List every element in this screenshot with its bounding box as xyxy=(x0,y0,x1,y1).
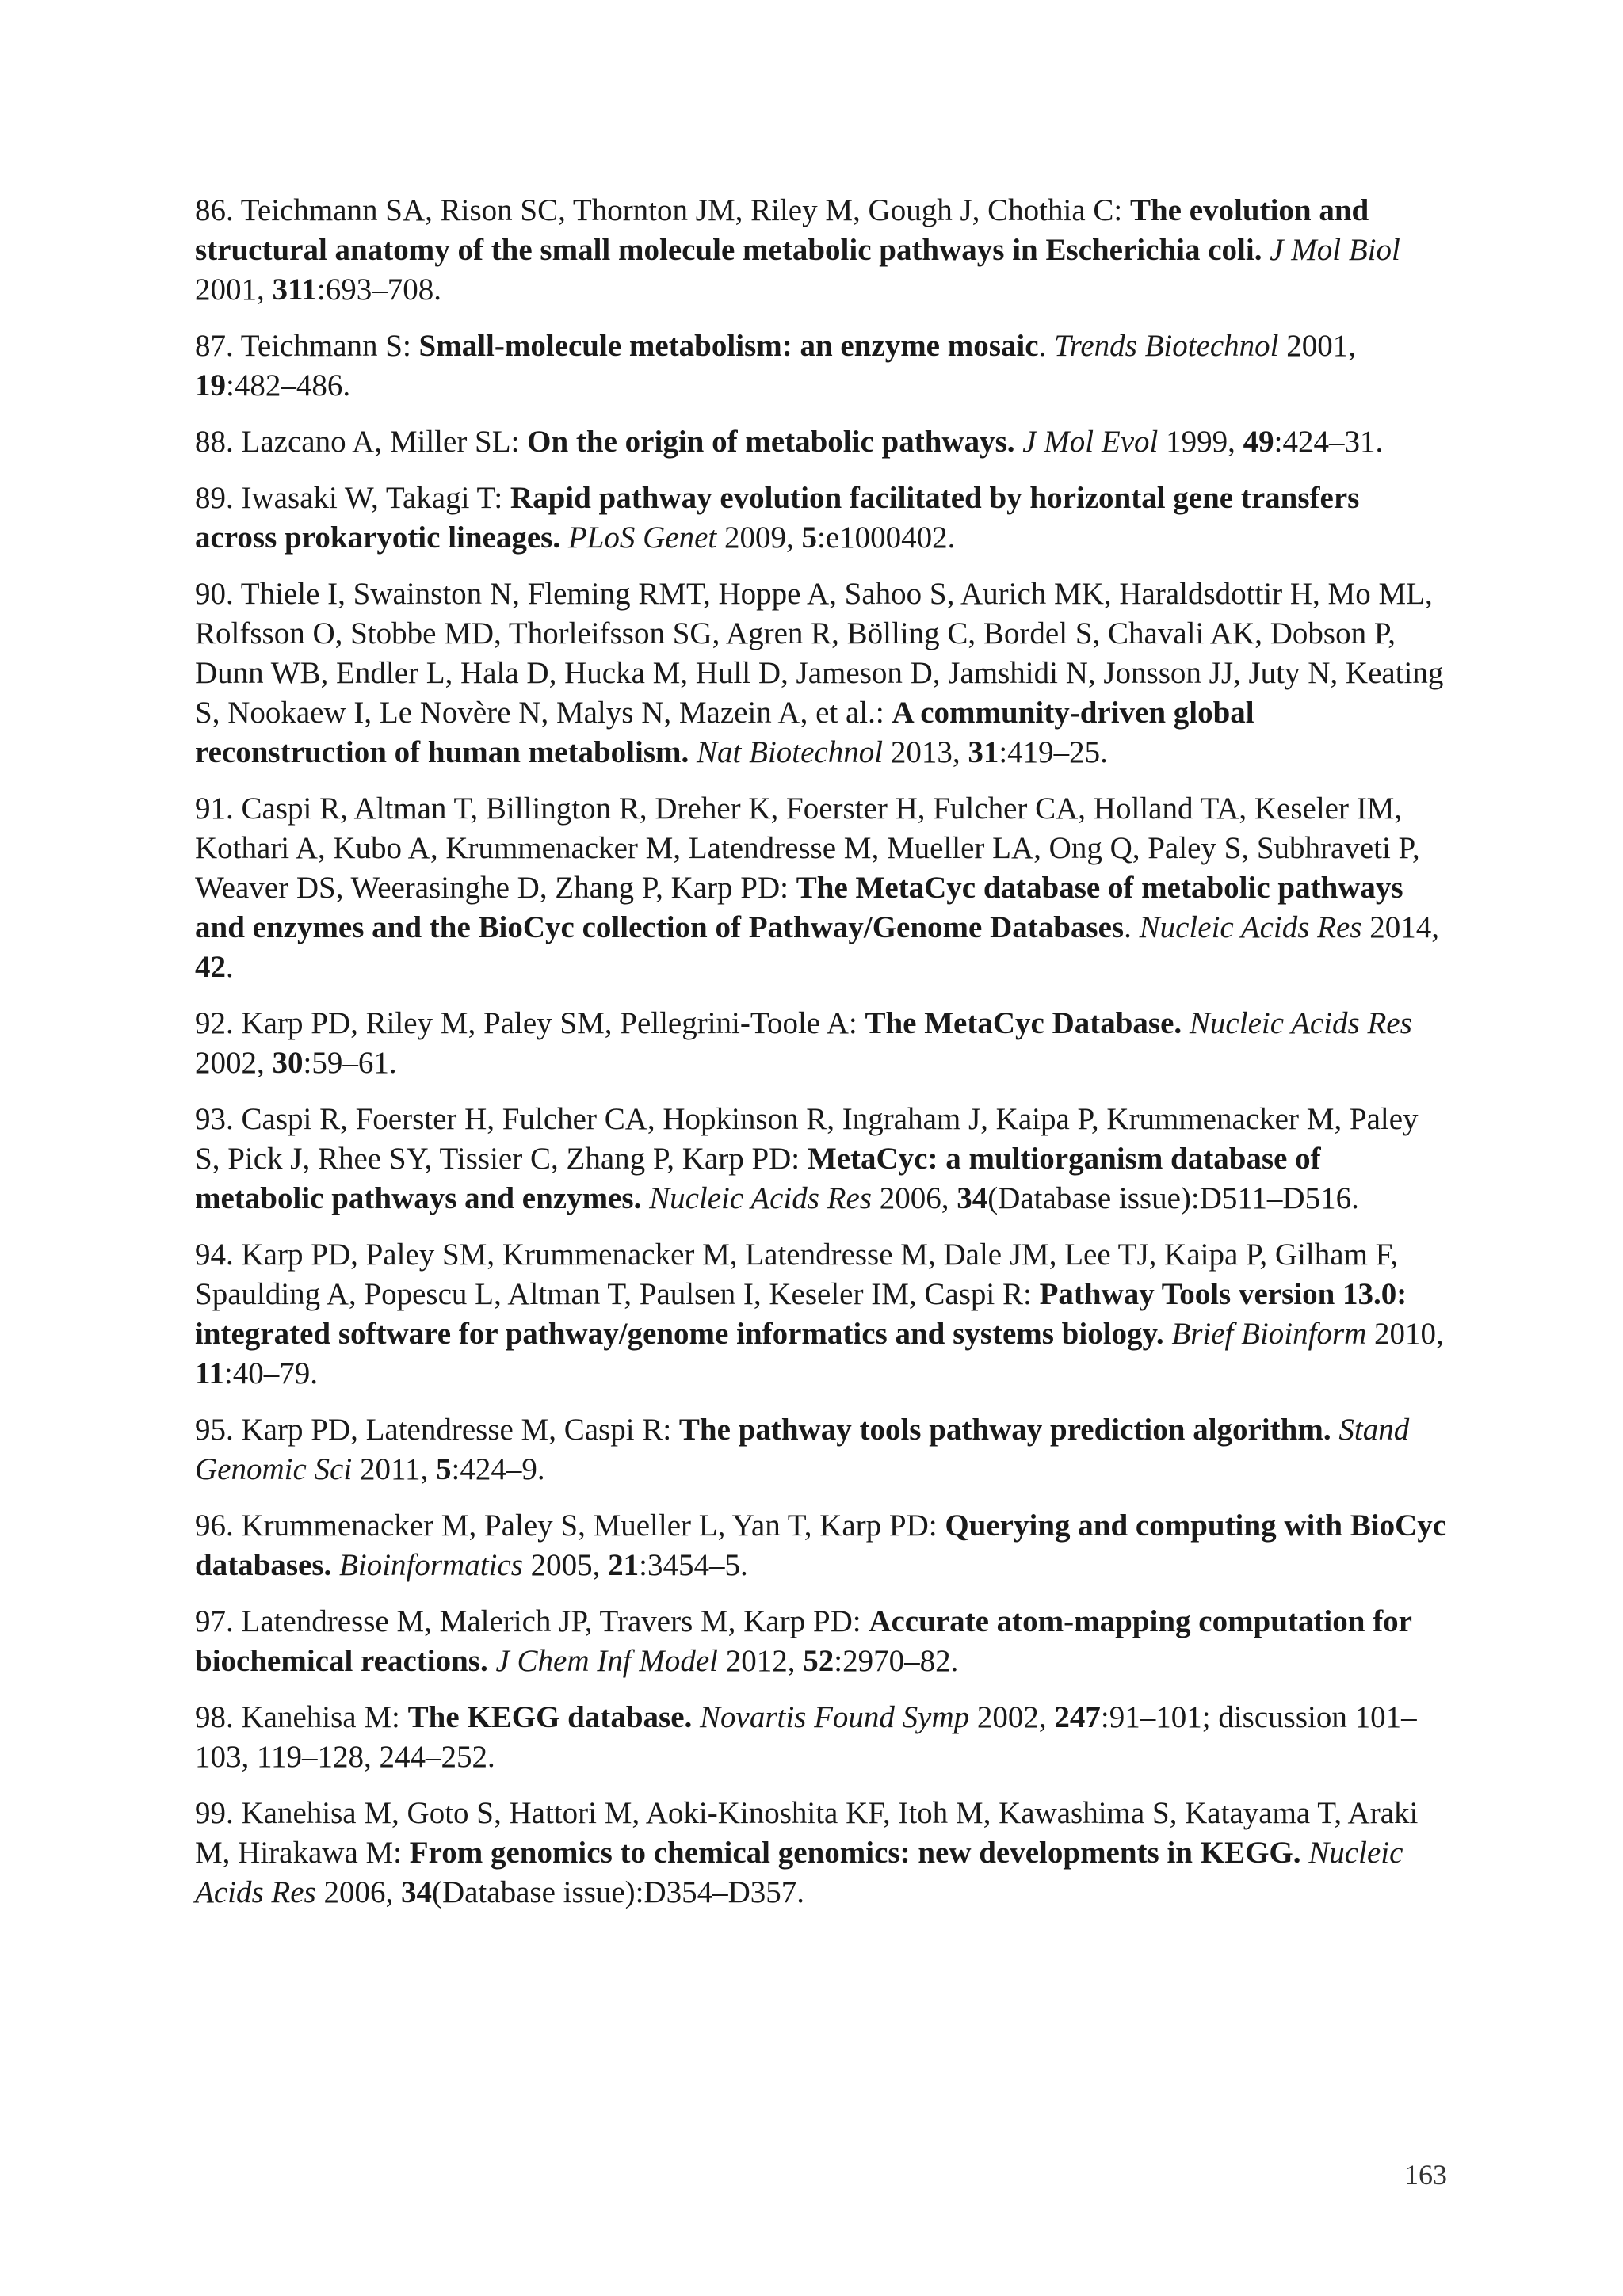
reference-item xyxy=(195,1506,1447,1585)
reference-title: From genomics to chemical genomics: new developments in KEGG. xyxy=(409,1836,1301,1870)
reference-number: 99. xyxy=(195,1796,234,1830)
reference-title: Querying and computing with BioCyc databases. xyxy=(195,1508,1447,1582)
reference-volume: 31 xyxy=(968,735,999,769)
reference-authors: Krummenacker M, Paley S, Mueller L, Yan T, Karp PD: xyxy=(241,1508,938,1543)
reference-pages: :482–486. xyxy=(226,368,351,402)
reference-year: 2002, xyxy=(976,1700,1047,1734)
reference-journal: J Mol Evol xyxy=(1022,425,1159,459)
reference-volume: 34 xyxy=(400,1875,432,1909)
reference-authors: Karp PD, Paley SM, Krummenacker M, Latendresse M, Dale JM, Lee TJ, Kaipa P, Gilham F, Spaulding A, Popescu L, Altman T, Paulsen I, Keseler IM, Caspi R: xyxy=(195,1238,1398,1311)
reference-item xyxy=(195,1794,1447,1913)
reference-item xyxy=(195,191,1447,310)
reference-volume: 5 xyxy=(801,521,817,555)
reference-item xyxy=(195,574,1447,772)
reference-pages: :2970–82. xyxy=(834,1644,959,1678)
reference-pages: :40–79. xyxy=(223,1356,318,1390)
reference-year: 1999, xyxy=(1166,425,1235,459)
reference-journal: J Mol Biol xyxy=(1270,233,1400,267)
reference-number: 94. xyxy=(195,1238,234,1272)
reference-pages: :59–61. xyxy=(303,1046,397,1080)
reference-journal: PLoS Genet xyxy=(567,521,717,555)
reference-title: MetaCyc: a multiorganism database of metabolic pathways and enzymes. xyxy=(195,1142,1321,1215)
reference-pages: :419–25. xyxy=(999,735,1108,769)
reference-number: 87. xyxy=(195,329,234,363)
reference-title: Small-molecule metabolism: an enzyme mosaic xyxy=(418,329,1039,363)
reference-title: The MetaCyc database of metabolic pathways and enzymes and the BioCyc collection of Pathway/Genome Databases xyxy=(195,871,1403,944)
reference-journal: Nucleic Acids Res xyxy=(1189,1006,1412,1040)
reference-journal: Bioinformatics xyxy=(339,1548,523,1582)
reference-pages: . xyxy=(226,950,234,984)
reference-volume: 21 xyxy=(608,1548,640,1582)
reference-volume: 311 xyxy=(272,273,317,307)
reference-number: 97. xyxy=(195,1604,234,1638)
reference-journal: Stand Genomic Sci xyxy=(195,1413,1410,1486)
reference-journal: Nucleic Acids Res xyxy=(1139,910,1362,944)
reference-authors: Caspi R, Altman T, Billington R, Dreher K, Foerster H, Fulcher CA, Holland TA, Keseler IM, Kothari A, Kubo A, Krummenacker M, Latendresse M, Mueller LA, Ong Q, Paley S, Subhraveti P, Weaver DS, Weerasinghe D, Zhang P, Karp PD: xyxy=(195,791,1420,905)
reference-number: 90. xyxy=(195,577,234,611)
reference-number: 89. xyxy=(195,481,234,515)
reference-title: On the origin of metabolic pathways. xyxy=(527,425,1015,459)
reference-volume: 42 xyxy=(195,950,226,984)
reference-authors: Kanehisa M: xyxy=(241,1700,400,1734)
reference-year: 2013, xyxy=(890,735,960,769)
reference-title-punct: . xyxy=(1124,910,1132,944)
reference-item xyxy=(195,1100,1447,1219)
reference-authors: Iwasaki W, Takagi T: xyxy=(241,481,503,515)
reference-number: 98. xyxy=(195,1700,234,1734)
reference-title: The KEGG database. xyxy=(407,1700,693,1734)
reference-volume: 49 xyxy=(1243,425,1274,459)
reference-item xyxy=(195,1410,1447,1489)
reference-pages: :e1000402. xyxy=(817,521,956,555)
reference-volume: 19 xyxy=(195,368,226,402)
reference-journal: J Chem Inf Model xyxy=(495,1644,718,1678)
reference-item xyxy=(195,326,1447,406)
reference-number: 92. xyxy=(195,1006,234,1040)
reference-number: 91. xyxy=(195,791,234,826)
reference-title-punct: . xyxy=(1038,329,1047,363)
reference-journal: Trends Biotechnol xyxy=(1054,329,1279,363)
reference-number: 88. xyxy=(195,425,234,459)
reference-item xyxy=(195,479,1447,558)
reference-title: Accurate atom-mapping computation for biochemical reactions. xyxy=(195,1604,1412,1678)
reference-authors: Teichmann SA, Rison SC, Thornton JM, Riley M, Gough J, Chothia C: xyxy=(240,193,1123,227)
reference-year: 2001, xyxy=(1286,329,1357,363)
reference-item xyxy=(195,1235,1447,1394)
reference-volume: 5 xyxy=(436,1452,452,1486)
reference-title: The evolution and structural anatomy of the small molecule metabolic pathways in Escherichia coli. xyxy=(195,193,1369,267)
reference-number: 96. xyxy=(195,1508,234,1543)
reference-year: 2002, xyxy=(195,1046,265,1080)
reference-item xyxy=(195,1004,1447,1083)
reference-item xyxy=(195,1602,1447,1681)
reference-journal: Nucleic Acids Res xyxy=(649,1181,872,1215)
reference-title: Rapid pathway evolution facilitated by horizontal gene transfers across prokaryotic lineages. xyxy=(195,481,1360,555)
reference-pages: :693–708. xyxy=(316,273,441,307)
reference-title: Pathway Tools version 13.0: integrated software for pathway/genome informatics and systems biology. xyxy=(195,1277,1407,1351)
reference-list xyxy=(195,191,1447,1929)
reference-authors: Caspi R, Foerster H, Fulcher CA, Hopkinson R, Ingraham J, Kaipa P, Krummenacker M, Paley S, Pick J, Rhee SY, Tissier C, Zhang P, Karp PD: xyxy=(195,1102,1419,1176)
reference-year: 2006, xyxy=(879,1181,949,1215)
reference-authors: Latendresse M, Malerich JP, Travers M, Karp PD: xyxy=(241,1604,861,1638)
reference-year: 2011, xyxy=(359,1452,429,1486)
reference-pages: :424–31. xyxy=(1274,425,1384,459)
reference-authors: Thiele I, Swainston N, Fleming RMT, Hoppe A, Sahoo S, Aurich MK, Haraldsdottir H, Mo ML, Rolfsson O, Stobbe MD, Thorleifsson SG, Agren R, Bölling C, Bordel S, Chavali AK, Dobson P, Dunn WB, Endler L, Hala D, Hucka M, Hull D, Jameson D, Jamshidi N, Jonsson JJ, Juty N, Keating S, Nookaew I, Le Novère N, Malys N, Mazein A, et al.: xyxy=(195,577,1444,730)
reference-pages: (Database issue):D511–D516. xyxy=(987,1181,1359,1215)
reference-title: The MetaCyc Database. xyxy=(865,1006,1182,1040)
reference-number: 86. xyxy=(195,193,234,227)
reference-item xyxy=(195,789,1447,987)
reference-year: 2001, xyxy=(195,273,265,307)
reference-authors: Karp PD, Latendresse M, Caspi R: xyxy=(241,1413,672,1447)
reference-number: 93. xyxy=(195,1102,234,1136)
reference-journal: Novartis Found Symp xyxy=(700,1700,970,1734)
page-number: 163 xyxy=(1404,2159,1447,2191)
reference-pages: (Database issue):D354–D357. xyxy=(431,1875,805,1909)
reference-year: 2009, xyxy=(724,521,794,555)
reference-volume: 247 xyxy=(1054,1700,1101,1734)
reference-authors: Teichmann S: xyxy=(240,329,411,363)
reference-volume: 34 xyxy=(957,1181,988,1215)
reference-pages: :91–101; discussion 101–103, 119–128, 244–252. xyxy=(195,1700,1417,1774)
reference-journal: Nat Biotechnol xyxy=(697,735,884,769)
reference-journal: Brief Bioinform xyxy=(1171,1317,1367,1351)
reference-item xyxy=(195,422,1447,462)
reference-item xyxy=(195,1698,1447,1777)
reference-year: 2014, xyxy=(1369,910,1439,944)
reference-volume: 30 xyxy=(272,1046,304,1080)
reference-authors: Karp PD, Riley M, Paley SM, Pellegrini-Toole A: xyxy=(241,1006,857,1040)
reference-authors: Kanehisa M, Goto S, Hattori M, Aoki-Kinoshita KF, Itoh M, Kawashima S, Katayama T, Araki M, Hirakawa M: xyxy=(195,1796,1419,1870)
reference-year: 2006, xyxy=(323,1875,394,1909)
reference-title: The pathway tools pathway prediction algorithm. xyxy=(678,1413,1331,1447)
reference-year: 2012, xyxy=(725,1644,796,1678)
reference-pages: :424–9. xyxy=(451,1452,545,1486)
reference-number: 95. xyxy=(195,1413,234,1447)
reference-journal: Nucleic Acids Res xyxy=(195,1836,1403,1909)
reference-title: A community-driven global reconstruction of human metabolism. xyxy=(195,696,1254,769)
reference-year: 2005, xyxy=(530,1548,601,1582)
reference-authors: Lazcano A, Miller SL: xyxy=(241,425,520,459)
reference-volume: 11 xyxy=(195,1356,224,1390)
reference-volume: 52 xyxy=(803,1644,834,1678)
reference-pages: :3454–5. xyxy=(639,1548,748,1582)
reference-year: 2010, xyxy=(1374,1317,1444,1351)
